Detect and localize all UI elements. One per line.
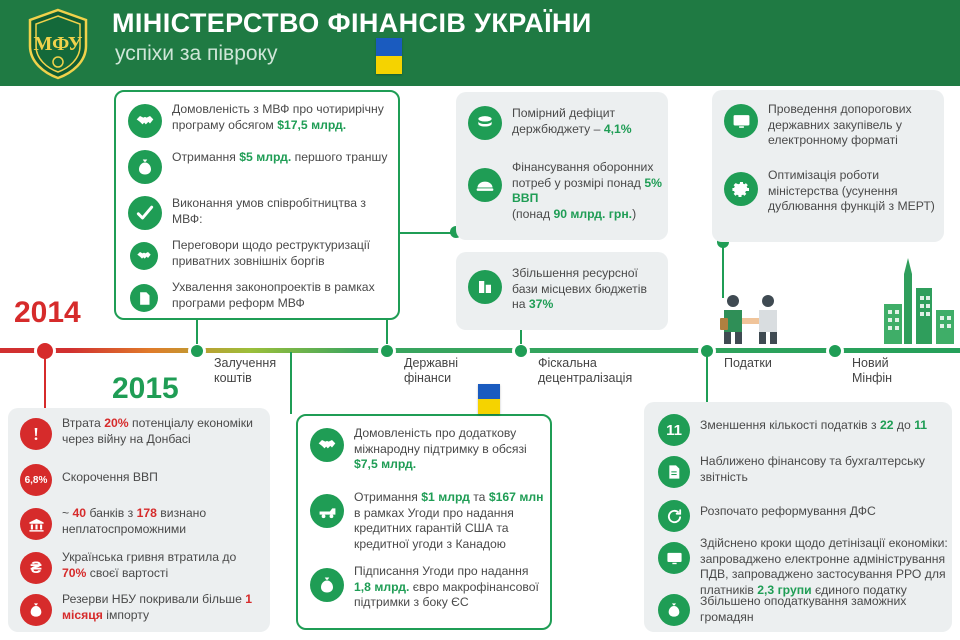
timeline-label-decentralization: Фіскальна децентралізація [538,356,633,385]
new-minfin-card [712,90,944,242]
taxes-item-2-text: Розпочато реформування ДФС [700,504,876,518]
handshake-icon [128,104,162,138]
funding-item-1-text: Отримання $5 млрд. першого траншу [172,150,388,164]
losses-item-2-text: ~ 40 банків з 178 визнано неплатоспроможними [62,506,207,536]
money-bag-red-icon [20,594,52,626]
handshake-people-illustration [714,292,786,344]
timeline-node-funding[interactable] [188,342,206,360]
money-bag-icon [310,568,344,602]
taxes-item-4-text: Збільшено оподаткування заможних громадян [700,594,907,624]
ministry-emblem [24,8,92,80]
losses-card [8,408,270,632]
timeline-label-taxes: Податки [724,356,772,370]
decentralization-item-0-text: Збільшення ресурсної бази місцевих бюджетів на 37% [512,266,647,311]
new-minfin-item-0-text: Проведення допорогових державних закупівель у електронному форматі [768,102,912,147]
dollar-icon [658,594,690,626]
losses-item-0-text: Втрата 20% потенціалу економіки через війну на Донбасі [62,416,253,446]
timeline-label-funding: Залучення коштів [214,356,277,385]
ukraine-flag-small [478,384,500,414]
connector-support-v [290,352,292,414]
handshake-small-icon [130,242,158,270]
losses-item-1-text: Скорочення ВВП [62,470,158,484]
check-icon [128,196,162,230]
report-icon [658,456,690,488]
timeline-label-new-minfin: Новий Мінфін [852,356,893,385]
support-card [296,414,552,630]
support-item-2-text: Підписання Угоди про надання 1,8 млрд. євро макрофінансової підтримки з боку ЄС [354,564,539,609]
armored-car-icon [310,494,344,528]
coins-icon [468,106,502,140]
funding-item-2-text: Виконання умов співробітництва з МВФ: [172,196,367,226]
taxes-item-3-text: Здійснено кроки щодо детінізації економіки: запроваджено електронне адміністрування ПДВ, запроваджено застосування РРО для платників 2,3 групи єдиного податку [700,536,948,597]
monitor-icon [658,542,690,574]
support-item-0-text: Домовленість про додаткову міжнародну підтримку в обсязі $7,5 млрд. [354,426,527,471]
percent-icon: 6,8% [20,464,52,496]
taxes-card [644,402,952,632]
taxes-item-0-text: Зменшення кількості податків з 22 до 11 [700,418,928,432]
helmet-icon [468,168,502,202]
svg-text:МФУ: МФУ [33,33,83,55]
monitor-icon [724,104,758,138]
funding-item-0-text: Домовленість з МВФ про чотирирічну програму обсягом $17,5 млрд. [172,102,384,132]
connector-new-minfin-v [722,242,724,298]
decentralization-card [456,252,668,330]
timeline-axis [0,348,960,353]
timeline-node-new-minfin[interactable] [826,342,844,360]
page-title: МІНІСТЕРСТВО ФІНАНСІВ УКРАЇНИ [112,8,592,38]
timeline-node-decentralization[interactable] [512,342,530,360]
timeline-label-state-finance: Державні фінанси [404,356,459,385]
eleven-icon: 11 [658,414,690,446]
state-finance-item-0-text: Помірний дефіцит держбюджету – 4,1% [512,106,632,136]
hryvnia-icon: ₴ [20,552,52,584]
taxes-item-1-text: Наближено фінансову та бухгалтерську звітність [700,454,926,484]
funding-item-4-text: Ухвалення законопроектів в рамках програми реформ МВФ [172,280,375,310]
page-header [0,0,960,86]
support-item-1-text: Отримання $1 млрд та $167 млн в рамках Угоди про надання кредитних гарантій США та кредитної угоди з Канадою [354,490,544,551]
money-bag-icon [128,150,162,184]
bank-icon [20,508,52,540]
funding-card [114,90,400,320]
document-icon [130,284,158,312]
losses-item-4-text: Резерви НБУ покривали більше 1 місяця імпорту [62,592,253,622]
handshake-icon [310,428,344,462]
ukraine-flag [376,38,402,74]
state-finance-item-1-text: Фінансування оборонних потреб у розмірі понад 5% ВВП (понад 90 млрд. грн.) [512,160,662,221]
year-2014: 2014 [14,296,81,329]
refresh-icon [658,500,690,532]
losses-item-3-text: Українська гривня втратила до 70% своєї вартості [62,550,237,580]
year-2015: 2015 [112,372,179,405]
gear-icon [724,172,758,206]
exclamation-icon [20,418,52,450]
funding-item-3-text: Переговори щодо реструктуризації приватних зовнішніх боргів [172,238,370,268]
page-subtitle: успіхи за півроку [115,42,278,65]
building-icon [468,270,502,304]
new-minfin-item-1-text: Оптимізація роботи міністерства (усунення дублювання функцій з МЕРТ) [768,168,935,213]
city-skyline-illustration [880,258,956,344]
state-finance-card [456,92,668,240]
timeline-node-state-finance[interactable] [378,342,396,360]
connector-losses [44,352,46,408]
